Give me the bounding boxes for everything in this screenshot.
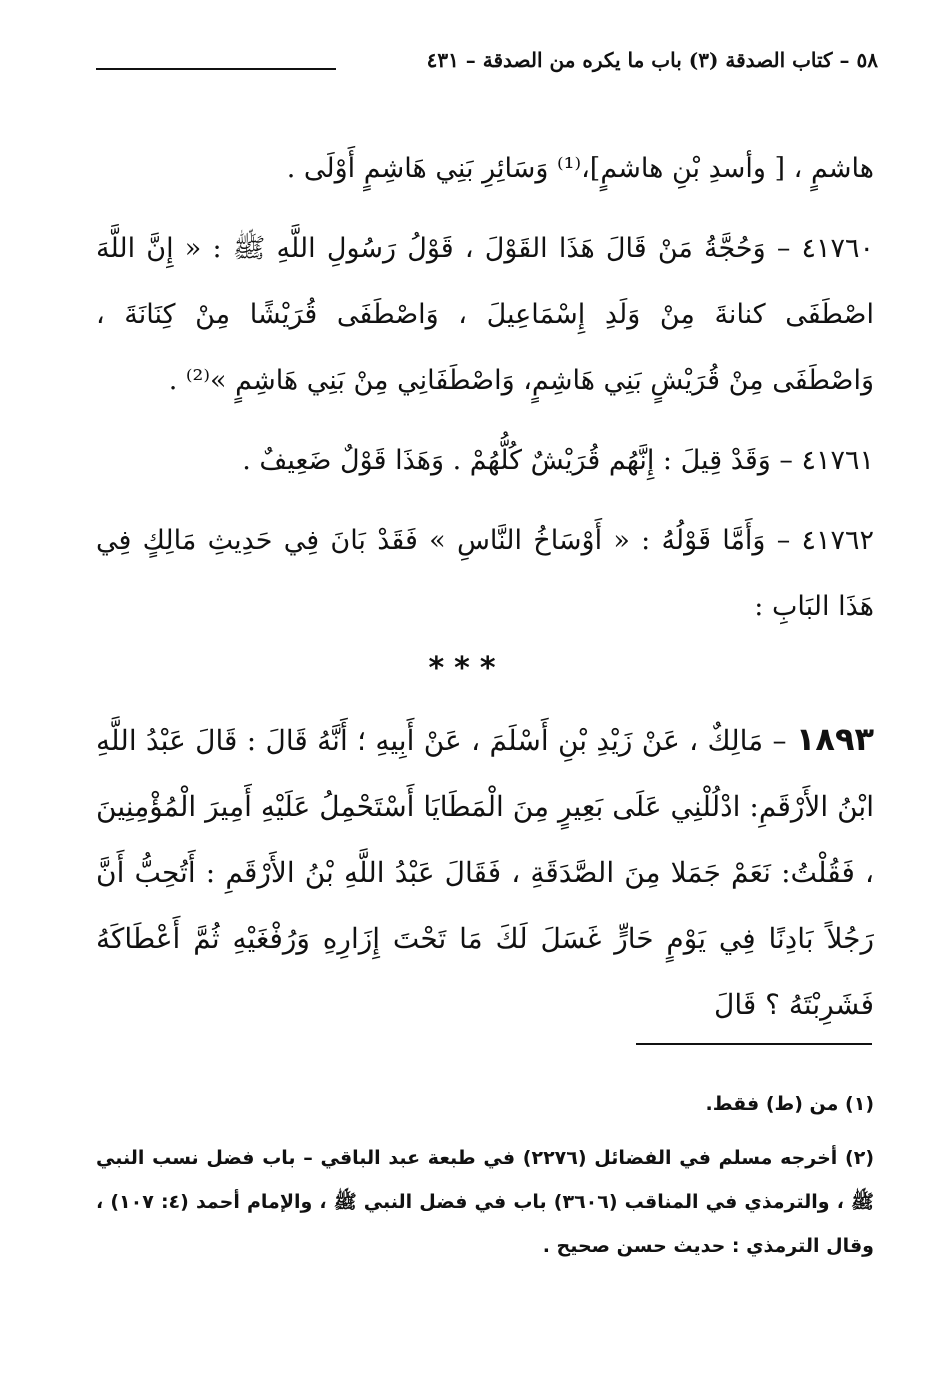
section-separator: *** (428, 651, 506, 686)
hadith-text: – مَالِكٌ ، عَنْ زَيْدِ بْنِ أَسْلَمَ ، عَنْ أَبِيهِ ؛ أَنَّهُ قَالَ : قَالَ عَبْدُ اللَّهِ ابْنُ الأَرْقَمِ: ادْلُلْنِي عَلَى بَعِيرٍ مِنَ الْمَطَايَا أَسْتَحْمِلُ عَلَيْهِ أَمِيرَ الْمُؤْمِنِينَ ، فَقُلْتُ: نَعَمْ جَمَلا مِنَ الصَّدَقَةِ ، فَقَالَ عَبْدُ اللَّهِ بْنُ الأَرْقَمِ : أَتُحِبُّ أَنَّ رَجُلاً بَادِنًا فِي يَوْمٍ حَارٍّ غَسَلَ لَكَ مَا تَحْتَ إِزَارِهِ وَرُفْغَيْهِ ثُمَّ أَعْطَاكَهُ فَشَرِبْتَهُ ؟ قَالَ (96, 724, 874, 1021)
main-text (96, 136, 874, 654)
footnote-rule (636, 1043, 872, 1045)
paragraph-continuation: هاشمٍ ، [ وأسدِ بْنِ هاشمٍ]،⁽¹⁾ وَسَائِرِ بَنِي هَاشِمٍ أَوْلَى . (286, 153, 874, 184)
page-header (96, 46, 878, 80)
footnote-1: (١) من (ط) فقط. (705, 1093, 874, 1115)
paragraph-41762: ٤١٧٦٢ – وَأَمَّا قَوْلُهُ : « أَوْسَاخُ النَّاسِ » فَقَدْ بَانَ فِي حَدِيثِ مَالِكٍ فِي هَذَا البَابِ : (96, 525, 874, 622)
running-title: ٥٨ – كتاب الصدقة (٣) باب ما يكره من الصدقة – ٤٣١ (426, 48, 878, 72)
paragraph-41760: ٤١٧٦٠ – وَحُجَّةُ مَنْ قَالَ هَذَا القَوْلَ ، قَوْلُ رَسُولِ اللَّهِ ﷺ : « إِنَّ اللَّهَ اصْطَفَى كنانةَ مِنْ وَلَدِ إِسْمَاعِيلَ ، وَاصْطَفَى قُرَيْشًا مِنْ كِنَانَةَ ، وَاصْطَفَى مِنْ قُرَيْشٍ بَنِي هَاشِمٍ، وَاصْطَفَانِي مِنْ بَنِي هَاشِمٍ »⁽²⁾ . (96, 233, 874, 396)
hadith-paragraph (96, 706, 874, 1038)
hadith-block (96, 706, 874, 1038)
footnote-2: (٢) أخرجه مسلم في الفضائل (٢٢٧٦) في طبعة عبد الباقي – باب فضل نسب النبي ﷺ ، والترمذي في المناقب (٣٦٠٦) باب في فضل النبي ﷺ ، والإمام أحمد (٤: ١٠٧) ، وقال الترمذي : حديث حسن صحيح . (96, 1147, 875, 1257)
hadith-number: ١٨٩٣ (795, 720, 874, 758)
header-rule (96, 68, 336, 70)
paragraph-41761: ٤١٧٦١ – وَقَدْ قِيلَ : إِنَّهُم قُرَيْشٌ كُلُّهُمْ . وَهَذَا قَوْلٌ ضَعِيفٌ . (242, 445, 874, 476)
footnotes (96, 1082, 874, 1278)
